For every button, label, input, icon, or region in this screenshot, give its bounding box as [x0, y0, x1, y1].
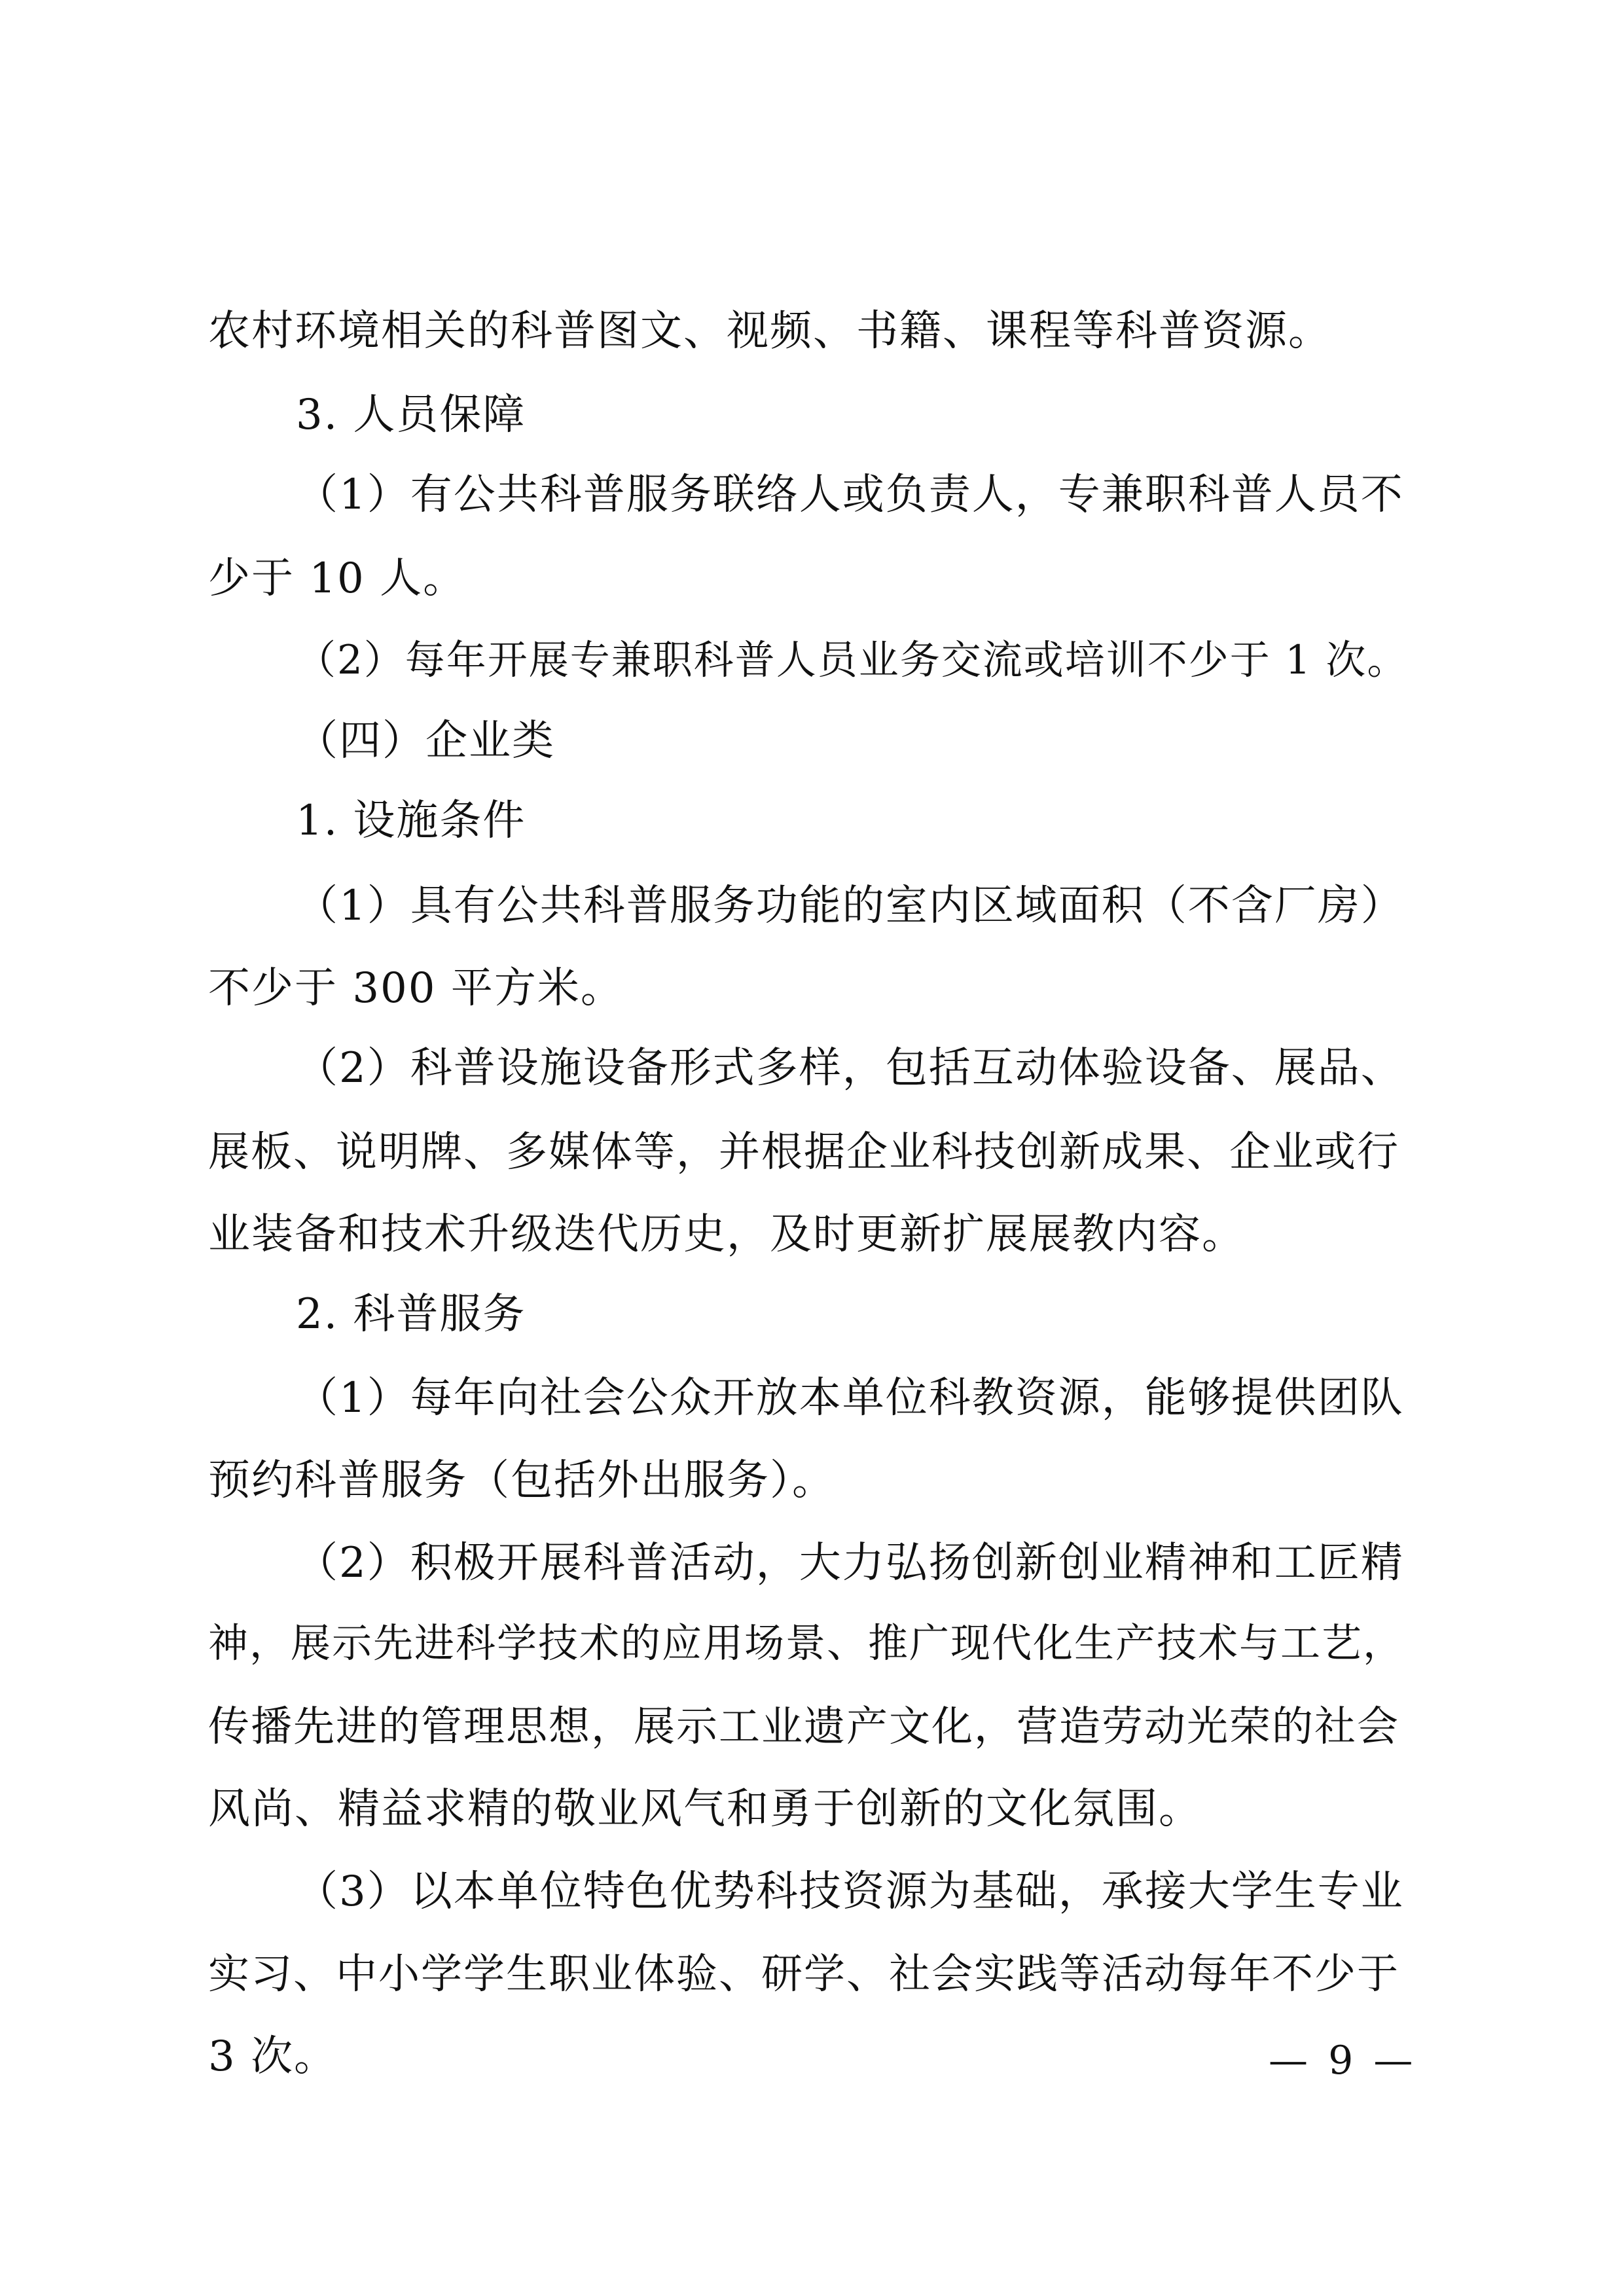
text-line-17: 神，展示先进科学技术的应用场景、推广现代化生产技术与工艺， [208, 1620, 1405, 1667]
text-line-14: （1）每年向社会公众开放本单位科教资源，能够提供团队 [296, 1374, 1404, 1422]
text-line-4: 少于 10 人。 [208, 554, 467, 603]
text-line-10: （2）科普设施设备形式多样，包括互动体验设备、展品、 [296, 1044, 1404, 1092]
text-line-1: 农村环境相关的科普图文、视频、书籍、课程等科普资源。 [208, 307, 1331, 355]
heading-facility-conditions: 1. 设施条件 [296, 797, 526, 845]
text-line-22: 3 次。 [208, 2032, 338, 2081]
heading-personnel-guarantee: 3. 人员保障 [296, 391, 526, 439]
text-line-19: 风尚、精益求精的敬业风气和勇于创新的文化氛围。 [208, 1785, 1202, 1833]
text-line-20: （3）以本单位特色优势科技资源为基础，承接大学生专业 [296, 1867, 1404, 1916]
text-line-21: 实习、中小学学生职业体验、研学、社会实践等活动每年不少于 [208, 1950, 1399, 1998]
page-number: — 9 — [1269, 2038, 1417, 2083]
text-line-8: （1）具有公共科普服务功能的室内区域面积（不含厂房） [296, 882, 1404, 930]
heading-science-services: 2. 科普服务 [296, 1290, 526, 1339]
text-line-15: 预约科普服务（包括外出服务）。 [208, 1456, 835, 1505]
text-line-16: （2）积极开展科普活动，大力弘扬创新创业精神和工匠精 [296, 1539, 1404, 1587]
heading-enterprise-category: （四）企业类 [296, 717, 555, 765]
text-line-9: 不少于 300 平方米。 [208, 964, 624, 1013]
text-line-18: 传播先进的管理思想，展示工业遗产文化，营造劳动光荣的社会 [208, 1703, 1399, 1750]
text-line-3: （1）有公共科普服务联络人或负责人，专兼职科普人员不 [296, 471, 1404, 519]
text-line-11: 展板、说明牌、多媒体等，并根据企业科技创新成果、企业或行 [208, 1128, 1399, 1176]
text-line-12: 业装备和技术升级迭代历史，及时更新扩展展教内容。 [208, 1210, 1245, 1259]
text-line-5: （2）每年开展专兼职科普人员业务交流或培训不少于 1 次。 [296, 637, 1409, 683]
